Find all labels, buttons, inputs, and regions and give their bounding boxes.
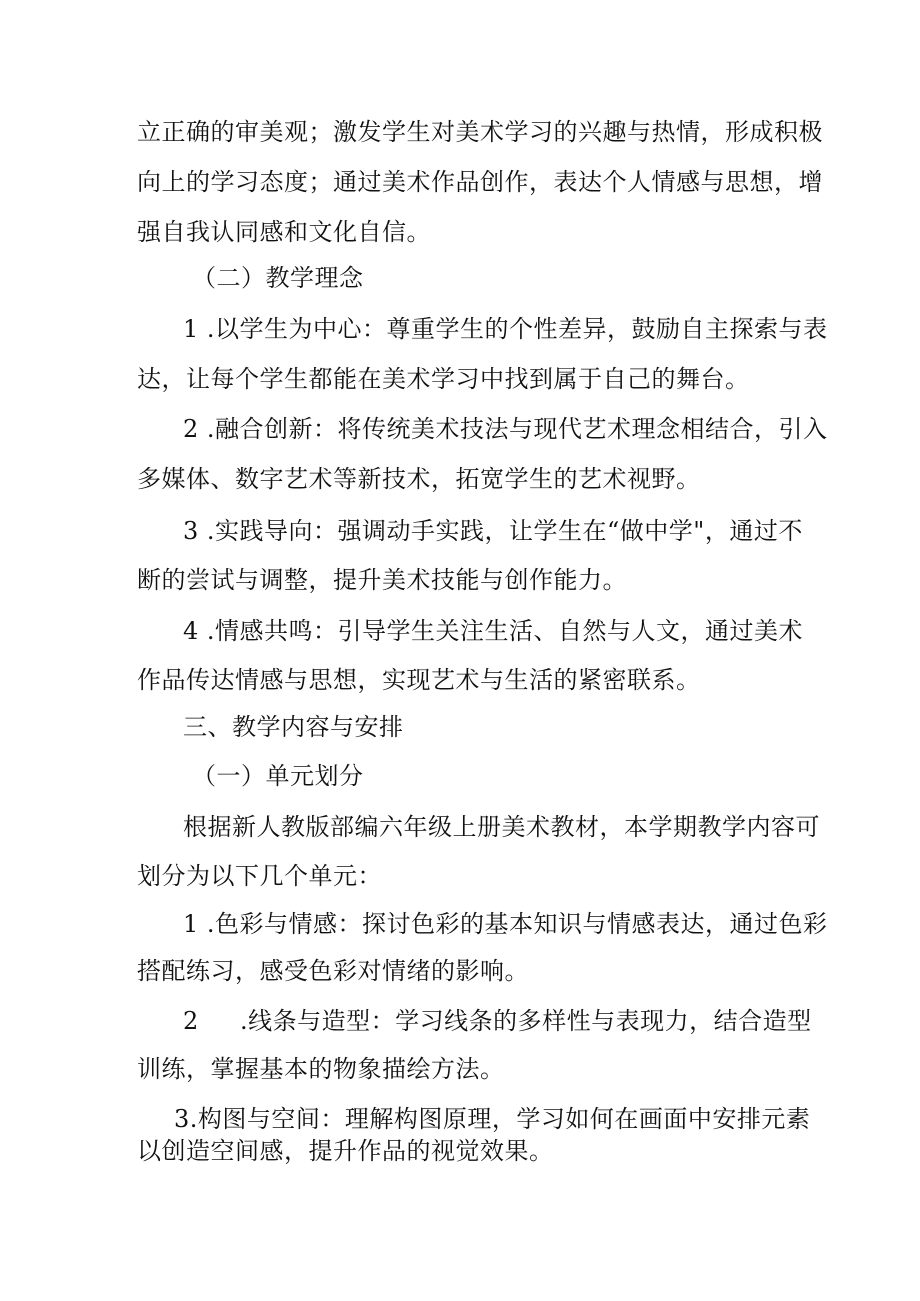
- text-line: 训练，掌握基本的物象描绘方法。: [137, 1055, 505, 1083]
- text-line: 以创造空间感，提升作品的视觉效果。: [137, 1137, 554, 1165]
- list-item: 4 .情感共鸣：引导学生关注生活、自然与人文，通过美术: [183, 617, 804, 645]
- text-line: 达，让每个学生都能在美术学习中找到属于自己的舞台。: [137, 365, 750, 393]
- list-item: 2 .融合创新：将传统美术技法与现代艺术理念相结合，引入: [183, 415, 828, 443]
- section-heading: （一）单元划分: [192, 762, 364, 790]
- text-line: 强自我认同感和文化自信。: [137, 218, 431, 246]
- text-line: 立正确的审美观；激发学生对美术学习的兴趣与热情，形成积极: [137, 118, 823, 146]
- list-item-number: 2: [183, 1007, 199, 1035]
- text-line: 向上的学习态度；通过美术作品创作，表达个人情感与思想，增: [137, 168, 823, 196]
- text-line: 多媒体、数字艺术等新技术，拓宽学生的艺术视野。: [137, 465, 701, 493]
- list-item: .线条与造型：学习线条的多样性与表现力，结合造型: [240, 1007, 812, 1035]
- list-item: 3 .实践导向：强调动手实践，让学生在“做中学"，通过不: [183, 517, 803, 545]
- chapter-heading: 三、教学内容与安排: [183, 713, 404, 741]
- section-heading: （二）教学理念: [192, 264, 364, 292]
- text-line: 作品传达情感与思想，实现艺术与生活的紧密联系。: [137, 666, 701, 694]
- text-line: 断的尝试与调整，提升美术技能与创作能力。: [137, 566, 627, 594]
- text-line: 搭配练习，感受色彩对情绪的影响。: [137, 957, 529, 985]
- list-item: 1 .以学生为中心：尊重学生的个性差异，鼓励自主探索与表: [183, 315, 828, 343]
- list-item: 3.构图与空间：理解构图原理，学习如何在画面中安排元素: [174, 1105, 811, 1133]
- text-line: 根据新人教版部编六年级上册美术教材，本学期教学内容可: [183, 813, 820, 841]
- text-line: 划分为以下几个单元：: [137, 862, 382, 890]
- list-item: 1 .色彩与情感：探讨色彩的基本知识与情感表达，通过色彩: [183, 910, 828, 938]
